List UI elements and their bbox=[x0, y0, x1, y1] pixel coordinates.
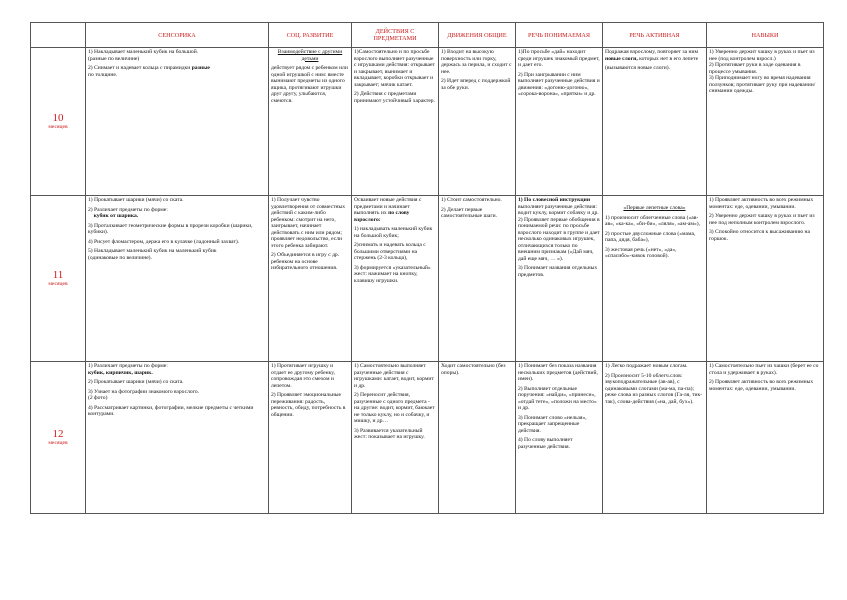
text-fragment: 2) Различает предметы по форме: bbox=[88, 206, 168, 213]
header-soc-razvitie: СОЦ. РАЗВИТИЕ bbox=[269, 23, 352, 48]
text-line: 2) Переносит действия, разученные с одного предмета - на другие: водит, кормит, баюкает не только куклу, но и собачку, и мишку, и др… bbox=[354, 392, 435, 424]
cell-dvizheniya bbox=[439, 362, 516, 514]
text-line: 4) Рисует фломастером, держа его в кулачке (ладонный захват). bbox=[88, 238, 240, 245]
text-line: 3) жестовая речь («нет», «да», «спасибо»-кивок головой). bbox=[605, 246, 677, 259]
text-bold: 1) По словесной инструкции bbox=[518, 197, 591, 203]
text-fragment: 1) Различает предметы по форме: bbox=[88, 363, 168, 369]
text-line: 1) Легко подражает новым слогам. bbox=[605, 363, 688, 369]
text-line: 1) Прокатывает шарики (мячи) со ската. bbox=[88, 197, 184, 203]
text-bold: новые слоги, bbox=[605, 55, 638, 62]
cell-rech-aktivnaya bbox=[603, 362, 707, 514]
text-line-underlined: Взаимодействие с другими детьми bbox=[277, 49, 343, 62]
text-line bbox=[518, 197, 600, 217]
age-number: 10 bbox=[52, 112, 64, 125]
cell-rech-aktivnaya bbox=[603, 48, 707, 196]
cell-deistviya bbox=[352, 196, 439, 362]
text-line-underlined: «Первые лепетные слова» bbox=[623, 205, 686, 211]
text-line: 1) Стоит самостоятельно. bbox=[441, 197, 502, 203]
text-line: 3) Приподнимает ногу во время надевания ползунков; протягивает руку при надевании/снимании одежды. bbox=[709, 75, 816, 94]
text-line: 4) По слову выполняет разученные действия. bbox=[518, 437, 573, 450]
text-line: 3) Понимает названия отдельных предметов. bbox=[518, 265, 598, 278]
text-line bbox=[88, 363, 266, 376]
text-line: 1) Получает чувство удовлетворения от совместных действий с каким-либо ребенком: смотрит на него, заигрывает, начинает действовать с ним или рядом; проявляет недовольство, если этого ребенка забирают. bbox=[271, 197, 346, 249]
text-line: 3) Развивается указательный жест: показывает на игрушку. bbox=[354, 427, 425, 440]
text-line: 1) Уверенно держит чашку в руках и пьет из нее (под контролем взросл.) bbox=[709, 49, 815, 62]
header-row bbox=[31, 23, 824, 48]
text-line: 2) Протягивает руки в ходе одевания в процессе умывания. bbox=[709, 62, 801, 75]
text-line: 2) Прокатывает шарики (мячи) со ската. bbox=[88, 379, 184, 385]
header-navyki: НАВЫКИ bbox=[707, 23, 824, 48]
cell-sensorika bbox=[86, 196, 269, 362]
age-unit: месяцев bbox=[48, 281, 68, 288]
text-line: 2)снимать и надевать кольца с большими отверстиями на стержень (2-3 кольца), bbox=[354, 242, 426, 261]
text-fragment: которых нет в его лепете bbox=[639, 55, 699, 62]
text-line: 3) Узнает на фотографии знакомого взрослого. (2 фото) bbox=[88, 388, 200, 401]
text-bold: кубик, кирпичик, шарик. bbox=[88, 369, 153, 376]
age-cell bbox=[31, 196, 86, 362]
header-rech-aktivnaya: РЕЧЬ АКТИВНАЯ bbox=[603, 23, 707, 48]
age-number: 12 bbox=[52, 428, 64, 441]
text-line: 1) Накладывает маленький кубик на большой. (разные по величине) bbox=[88, 49, 199, 62]
cell-deistviya bbox=[352, 362, 439, 514]
cell-soc-razvitie bbox=[269, 362, 352, 514]
cell-sensorika bbox=[86, 48, 269, 196]
text-line: Ходит самостоятельно (без опоры). bbox=[441, 363, 506, 376]
age-unit: месяцев bbox=[48, 440, 68, 447]
age-number: 11 bbox=[52, 269, 64, 282]
text-bold: кубик от шарика. bbox=[93, 213, 139, 219]
text-line: 1) Входит на высокую поверхность или горку, держась за перила, и сходит с нее. bbox=[441, 49, 512, 75]
text-fragment: 2) Снимает и надевает кольца с пирамидки bbox=[88, 65, 191, 71]
text-line bbox=[605, 49, 704, 62]
text-line: 2) Выполняет отдельные поручения: «найди», «принеси», «отдай тете», «положи на место» и др. bbox=[518, 385, 597, 411]
cell-navyki bbox=[707, 196, 824, 362]
text-line: 3) Спокойно относится к высаживанию на горшок. bbox=[709, 229, 811, 242]
text-line: 2) Объединяется в игру с др. ребенком на основе избирательного отношения. bbox=[271, 252, 340, 271]
header-deistviya: ДЕЙСТВИЯ С ПРЕДМЕТАМИ bbox=[352, 23, 439, 48]
text-bold: по слову взрослого: bbox=[354, 210, 410, 223]
text-line: 1) Понимает без показа названия нескольких предметов (действий, имен). bbox=[518, 363, 598, 382]
text-line: 1) произносит облегченные слова («ав-ав», «ка-ка», «би-би», «ляля», «ам-ам»), bbox=[605, 214, 701, 227]
cell-soc-razvitie bbox=[269, 48, 352, 196]
table-row bbox=[31, 196, 824, 362]
cell-deistviya bbox=[352, 48, 439, 196]
text-line: 1) Проявляет активность во всех режимных моментах: еде, одевании, умывании. bbox=[709, 197, 814, 210]
text-line: 2) Делает первые самостоятельные шаги. bbox=[441, 206, 498, 219]
header-age bbox=[31, 23, 86, 48]
text-line: 4) Рассматривает картинки, фотографии, мелкие предметы с четкими контурами. bbox=[88, 404, 254, 417]
text-line: (вызываются новые слоги). bbox=[605, 65, 671, 71]
cell-rech-ponimaemaya bbox=[516, 362, 603, 514]
header-dvizheniya: ДВИЖЕНИЯ ОБЩИЕ bbox=[439, 23, 516, 48]
text-line: 2) Проявляет эмоциональные переживания: радость, ревность, обиду, потребность в общении. bbox=[271, 392, 346, 418]
text-line: 3) формируется «указательный» жест: нажимает на кнопку, клавишу игрушки. bbox=[354, 264, 431, 284]
text-line: 1)По просьбе «дай» находит среди игрушек знакомый предмет, и дает его. bbox=[518, 49, 600, 68]
text-line: 1)Самостоятельно и по просьбе взрослого выполняет разученные с игрушками действия: открывает и закрывает, вынимает и вкладывает, коробки открывает и закрывает; мячик катает. bbox=[354, 49, 435, 88]
age-cell bbox=[31, 48, 86, 196]
cell-rech-ponimaemaya bbox=[516, 196, 603, 362]
text-line bbox=[354, 197, 436, 223]
text-line: 2) Произносит 5-10 облегч.слов: звукоподражательные (ав-ав), с одинаковыми слогами (ма-ма, па-па); реже слова из разных слогов (Га-ля, тик-так), слова-действия («на, дай, бух»). bbox=[605, 372, 703, 405]
text-line: 1) Протягивает игрушку и отдает ее другому ребенку, сопровождая это смехом и лепетом. bbox=[271, 363, 335, 389]
cell-dvizheniya bbox=[439, 48, 516, 196]
cell-soc-razvitie bbox=[269, 196, 352, 362]
cell-navyki bbox=[707, 48, 824, 196]
cell-dvizheniya bbox=[439, 196, 516, 362]
table-row bbox=[31, 48, 824, 196]
development-table bbox=[30, 22, 824, 514]
text-line: 2) Проявляет первые обобщения в понимаемой речи: по просьбе взрослого находит в группе и дает несколько одинаковых игрушек, отличающихся только по внешним признакам («Дай мяч, дай еще мяч, … »). bbox=[518, 216, 600, 262]
cell-rech-aktivnaya bbox=[603, 196, 707, 362]
text-fragment: Подражая взрослому, повторяет за ним bbox=[605, 49, 699, 55]
text-line: 3) Понимает слово «нельзя», прекращает запрещенные действия. bbox=[518, 414, 587, 434]
text-line: 2) Действия с предметами принимают устойчивый характер. bbox=[354, 91, 435, 104]
text-line bbox=[88, 65, 266, 78]
text-line: действует рядом с ребенком или одной игрушкой с ним: вместе вынимают предметы из одного ящика, протягивают игрушки друг другу, улыбаются, смеются. bbox=[271, 65, 348, 104]
text-line: 2) Проявляет активность во всех режимных моментах: еде, одевании, умывании. bbox=[709, 379, 814, 392]
text-fragment: по толщине. bbox=[88, 71, 118, 78]
text-bold: разные bbox=[191, 65, 210, 71]
text-line: 2) простые двусложные слова («мама, папа, дядя, баба»), bbox=[605, 230, 696, 243]
text-line: 5) Накладывает маленький кубик на маленький кубик (одинаковые по величине). bbox=[88, 248, 217, 261]
age-cell bbox=[31, 362, 86, 514]
cell-sensorika bbox=[86, 362, 269, 514]
age-unit: месяцев bbox=[48, 124, 68, 131]
text-fragment: выполняет разученные действия: водит куклу, кормит собачку и др. bbox=[518, 203, 599, 216]
text-fragment: Осваивает новые действия с предметами и начинает выполнять их bbox=[354, 197, 422, 216]
text-line: 3) Проталкивает геометрические формы в прорези коробки (шарики, кубики). bbox=[88, 222, 253, 235]
table-row bbox=[31, 362, 824, 514]
text-line: 2) При заигрывании с ним выполняет разученные действия и движения: «догоню-догоню», «сорока-ворона», «прятки» и др. bbox=[518, 71, 600, 97]
text-line: 1) накладывать маленький кубик на большой кубик; bbox=[354, 226, 433, 239]
text-line: 1) Самостоятельно пьет из чашки (берет ее со стола и удерживает в руках). bbox=[709, 363, 819, 376]
cell-rech-ponimaemaya bbox=[516, 48, 603, 196]
cell-navyki bbox=[707, 362, 824, 514]
text-line: 1) Самостоятельно выполняет разученные действия с игрушками: катает, водит, кормит и др. bbox=[354, 363, 434, 389]
text-line bbox=[88, 207, 266, 220]
header-sensorika: СЕНСОРИКА bbox=[86, 23, 269, 48]
text-line: 2) Уверенно держит чашку в руках и пьет из нее под неполным контролем взрослого. bbox=[709, 213, 815, 226]
text-line: 2) Идет вперед с поддержкой за обе руки. bbox=[441, 78, 511, 91]
header-rech-ponimaemaya: РЕЧЬ ПОНИМАЕМАЯ bbox=[516, 23, 603, 48]
